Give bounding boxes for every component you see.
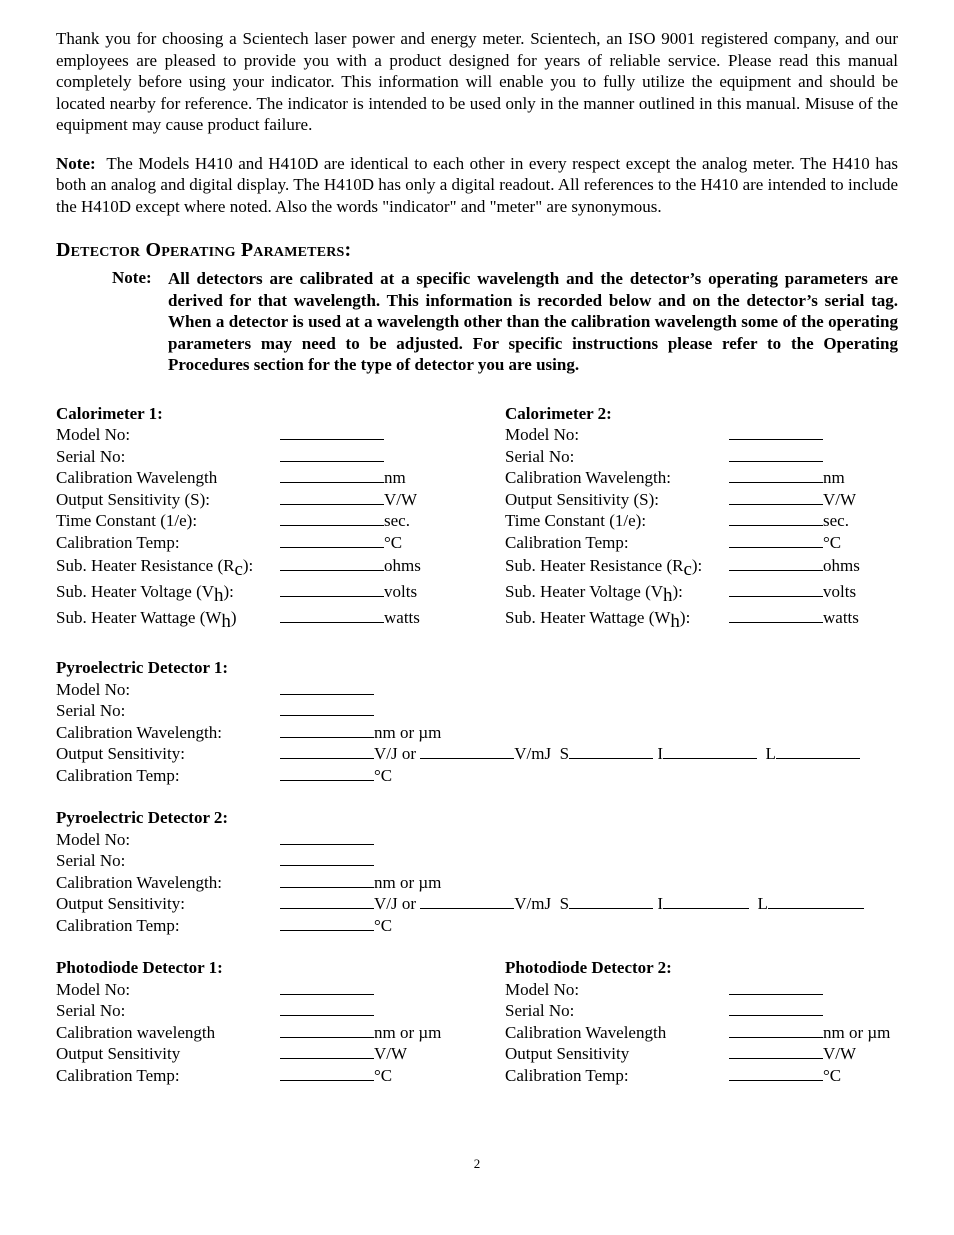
- pyro2-sensitivity-label: Output Sensitivity:: [56, 894, 185, 913]
- unit-degc: °C: [384, 532, 403, 552]
- cal2-serial-label: Serial No:: [505, 446, 575, 466]
- cal2-wavelength-field[interactable]: [729, 467, 845, 489]
- cal2-resistance-label: Sub. Heater Resistance (Rc):: [505, 556, 703, 580]
- note-paragraph: [56, 153, 898, 218]
- cal1-timeconst-label: Time Constant (1/e):: [56, 511, 198, 530]
- unit-degc: °C: [823, 1065, 842, 1085]
- photo-2-title: Photodiode Detector 2:: [505, 958, 672, 977]
- cal2-timeconst-label: Time Constant (1/e):: [505, 511, 647, 530]
- cal1-wattage-label: Sub. Heater Wattage (Wh): [56, 608, 237, 632]
- unit-degc: °C: [374, 915, 393, 935]
- cal2-voltage-field[interactable]: [729, 579, 856, 605]
- photodiode-section: [56, 957, 898, 1086]
- calibration-note: [56, 268, 898, 376]
- unit-degc: °C: [374, 1065, 393, 1085]
- photo2-sensitivity-label: Output Sensitivity: [505, 1044, 630, 1063]
- unit-watts: watts: [823, 608, 859, 627]
- unit-sec: sec.: [384, 511, 410, 530]
- unit-ohms: ohms: [384, 556, 421, 575]
- cal1-resistance-label: Sub. Heater Resistance (Rc):: [56, 556, 254, 580]
- pyro-2-section: [56, 807, 898, 936]
- cal2-model-field[interactable]: [729, 424, 823, 446]
- cal1-serial-label: Serial No:: [56, 446, 126, 466]
- pyro2-temp-field[interactable]: [280, 915, 392, 937]
- cal2-sensitivity-field[interactable]: [729, 489, 856, 511]
- photo1-wavelength-label: Calibration wavelength: [56, 1022, 216, 1042]
- pyro1-temp-label: Calibration Temp:: [56, 765, 180, 785]
- unit-nm-um: nm or µm: [823, 1022, 891, 1042]
- cal1-resistance-field[interactable]: [280, 553, 421, 579]
- cal2-temp-label: Calibration Temp:: [505, 532, 629, 552]
- unit-vw: V/W: [384, 489, 418, 509]
- cal1-serial-field[interactable]: [280, 446, 384, 468]
- photo1-serial-label: Serial No:: [56, 1001, 126, 1020]
- calorimeter-section: [56, 403, 898, 632]
- pyro1-model-label: Model No:: [56, 679, 131, 699]
- photo1-temp-field[interactable]: [280, 1065, 392, 1087]
- note-text: The Models H410 and H410D are identical to each other in every respect except the analog meter. The H410 has both an analog and digital display. The H410D has only a digital readout. All references to the H410 are intended to include the H410D except where noted. Also the words "indicator" and "meter" are synonymous.: [56, 153, 899, 216]
- cal1-timeconst-field[interactable]: [280, 510, 410, 532]
- pyro2-wavelength-field[interactable]: [280, 872, 441, 894]
- unit-ohms: ohms: [823, 556, 860, 575]
- photo1-model-field[interactable]: [280, 979, 374, 1001]
- photo1-temp-label: Calibration Temp:: [56, 1065, 180, 1085]
- pyro2-temp-label: Calibration Temp:: [56, 915, 180, 935]
- cal1-temp-field[interactable]: [280, 532, 402, 554]
- calibration-note-text: All detectors are calibrated at a specific wavelength and the detector’s operating parameters are derived for that wavelength. This information is recorded below and on the detector’s serial tag. When a detector is used at a wavelength other than the calibration wavelength some of the operating parameters may need to be adjusted. For specific instructions please refer to the Operating Procedures section for the type of detector you are using.: [168, 269, 898, 374]
- unit-nm: nm: [823, 468, 845, 487]
- photo-1-title: Photodiode Detector 1:: [56, 958, 223, 977]
- photo2-wavelength-field[interactable]: [729, 1022, 890, 1044]
- photo2-serial-field[interactable]: [729, 1000, 823, 1022]
- cal2-wattage-field[interactable]: [729, 605, 859, 631]
- photo2-model-field[interactable]: [729, 979, 823, 1001]
- intro-paragraph: Thank you for choosing a Scientech laser power and energy meter. Scientech, an ISO 9001 registered company, and our employees are pleased to provide you with a product designed for years of reliable service. Please read this manual completely before using your indicator. This information will enable you to fully utilize the equipment and should be located nearby for reference. The indicator is intended to be used only in the manner outlined in this manual. Misuse of the equipment may cause product failure.: [56, 29, 898, 134]
- calibration-note-label: Note:: [112, 268, 152, 287]
- cal1-model-field[interactable]: [280, 424, 384, 446]
- cal1-wattage-field[interactable]: [280, 605, 420, 631]
- photo2-wavelength-label: Calibration Wavelength: [505, 1022, 667, 1042]
- manual-page: [56, 28, 898, 1086]
- cal2-timeconst-field[interactable]: [729, 510, 849, 532]
- unit-sec: sec.: [823, 511, 849, 530]
- photo2-temp-field[interactable]: [729, 1065, 841, 1087]
- cal1-sensitivity-label: Output Sensitivity (S):: [56, 489, 210, 509]
- pyro1-model-field[interactable]: [280, 679, 374, 701]
- unit-nm: nm: [384, 468, 406, 487]
- photo2-model-label: Model No:: [505, 979, 580, 999]
- calorimeter-1-title: Calorimeter 1:: [56, 403, 163, 423]
- pyro1-temp-field[interactable]: [280, 765, 392, 787]
- cal2-serial-field[interactable]: [729, 446, 823, 468]
- calorimeter-2-title: Calorimeter 2:: [505, 403, 612, 423]
- cal2-sensitivity-label: Output Sensitivity (S):: [505, 489, 659, 509]
- pyro1-sensitivity-field[interactable]: V/J or V/mJ S I L: [280, 743, 860, 765]
- section-title: Detector Operating Parameters:: [56, 239, 352, 261]
- cal2-model-label: Model No:: [505, 425, 580, 444]
- photo2-temp-label: Calibration Temp:: [505, 1065, 629, 1085]
- pyro2-wavelength-label: Calibration Wavelength:: [56, 872, 222, 892]
- pyro2-sensitivity-field[interactable]: V/J or V/mJ S I L: [280, 893, 864, 915]
- unit-volts: volts: [384, 582, 418, 601]
- photo2-sensitivity-field[interactable]: [729, 1043, 856, 1065]
- cal2-resistance-field[interactable]: [729, 553, 860, 579]
- unit-nm-um: nm or µm: [374, 872, 442, 892]
- cal1-temp-label: Calibration Temp:: [56, 532, 180, 552]
- unit-degc: °C: [823, 532, 842, 552]
- photo1-sensitivity-field[interactable]: [280, 1043, 407, 1065]
- photo1-sensitivity-label: Output Sensitivity: [56, 1044, 181, 1063]
- cal2-temp-field[interactable]: [729, 532, 841, 554]
- cal1-model-label: Model No:: [56, 425, 131, 444]
- unit-vw: V/W: [374, 1044, 408, 1063]
- pyro2-serial-label: Serial No:: [56, 851, 126, 870]
- cal1-wavelength-field[interactable]: [280, 467, 406, 489]
- unit-watts: watts: [384, 608, 420, 627]
- cal1-voltage-label: Sub. Heater Voltage (Vh):: [56, 582, 234, 606]
- unit-vw: V/W: [823, 489, 857, 509]
- pyro2-model-field[interactable]: [280, 829, 374, 851]
- cal1-wavelength-label: Calibration Wavelength: [56, 468, 218, 487]
- pyro1-serial-label: Serial No:: [56, 701, 126, 720]
- photo1-wavelength-field[interactable]: [280, 1022, 441, 1044]
- photo1-serial-field[interactable]: [280, 1000, 374, 1022]
- page-number: 2: [473, 1156, 481, 1171]
- unit-volts: volts: [823, 582, 857, 601]
- pyro1-serial-field[interactable]: [280, 700, 374, 722]
- pyro-2-title: Pyroelectric Detector 2:: [56, 808, 229, 827]
- cal1-sensitivity-field[interactable]: [280, 489, 417, 511]
- pyro1-sensitivity-label: Output Sensitivity:: [56, 744, 185, 763]
- pyro-1-section: [56, 657, 898, 786]
- unit-nm-um: nm or µm: [374, 722, 442, 742]
- pyro2-serial-field[interactable]: [280, 850, 374, 872]
- pyro-1-title: Pyroelectric Detector 1:: [56, 658, 229, 677]
- cal2-wattage-label: Sub. Heater Wattage (Wh):: [505, 608, 691, 632]
- cal1-voltage-field[interactable]: [280, 579, 417, 605]
- photo1-model-label: Model No:: [56, 979, 131, 999]
- pyro1-wavelength-field[interactable]: [280, 722, 441, 744]
- pyro2-model-label: Model No:: [56, 829, 131, 849]
- cal2-voltage-label: Sub. Heater Voltage (Vh):: [505, 582, 683, 606]
- unit-degc: °C: [374, 765, 393, 785]
- unit-vw: V/W: [823, 1044, 857, 1063]
- photo2-serial-label: Serial No:: [505, 1001, 575, 1020]
- cal2-wavelength-label: Calibration Wavelength:: [505, 468, 671, 487]
- unit-nm-um: nm or µm: [374, 1022, 442, 1042]
- note-label: Note:: [56, 153, 96, 173]
- pyro1-wavelength-label: Calibration Wavelength:: [56, 722, 222, 742]
